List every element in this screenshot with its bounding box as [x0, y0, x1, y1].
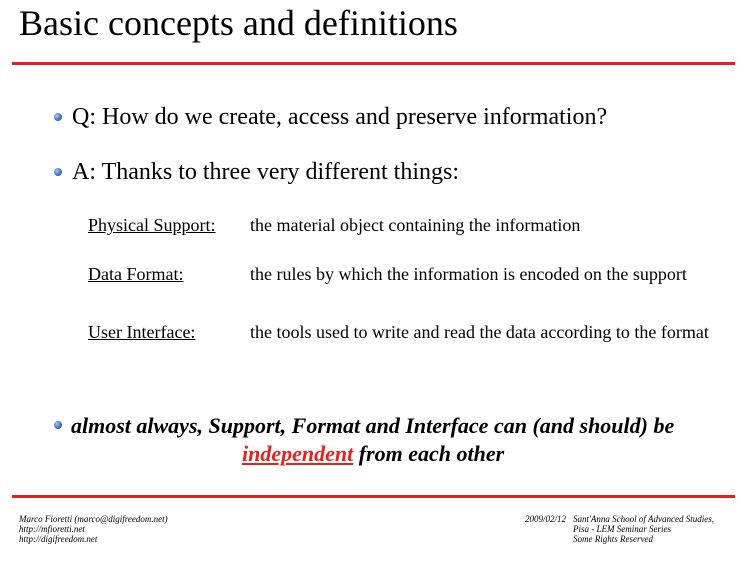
footer-divider [12, 495, 735, 498]
definition-physical-support: the material object containing the information [250, 215, 581, 235]
event-line-2: Pisa - LEM Seminar Series [573, 524, 671, 534]
term-physical-support: Physical Support: [88, 215, 216, 235]
term-user-interface: User Interface: [88, 322, 196, 342]
footer-author [19, 514, 168, 544]
definition-user-interface: the tools used to write and read the data according to the format [250, 322, 709, 342]
bullet-icon [54, 113, 62, 121]
author-site-1: http://mfioretti.net [19, 524, 85, 534]
title-divider [12, 62, 735, 65]
author-site-2: http://digifreedom.net [19, 534, 98, 544]
definition-data-format: the rules by which the information is encoded on the support [250, 264, 687, 284]
conclusion-line-2 [242, 440, 504, 468]
conclusion-line-1: almost always, Support, Format and Interface can (and should) be [71, 413, 675, 438]
bullet-icon [54, 168, 62, 176]
slide-title: Basic concepts and definitions [19, 3, 458, 43]
event-line-1: Sant'Anna School of Advanced Studies, [573, 514, 714, 524]
event-line-3: Some Rights Reserved [573, 534, 653, 544]
bullet-icon [54, 421, 62, 429]
author-name: Marco Fioretti (marco@digifreedom.net) [19, 514, 168, 524]
footer-date: 2009/02/12 [525, 514, 567, 524]
conclusion-rest: from each other [353, 441, 505, 466]
question-text: Q: How do we create, access and preserve information? [72, 104, 608, 130]
footer-event [573, 514, 714, 544]
independent-highlight: independent [242, 441, 354, 466]
answer-text: A: Thanks to three very different things: [72, 159, 460, 185]
term-data-format: Data Format: [88, 264, 184, 284]
